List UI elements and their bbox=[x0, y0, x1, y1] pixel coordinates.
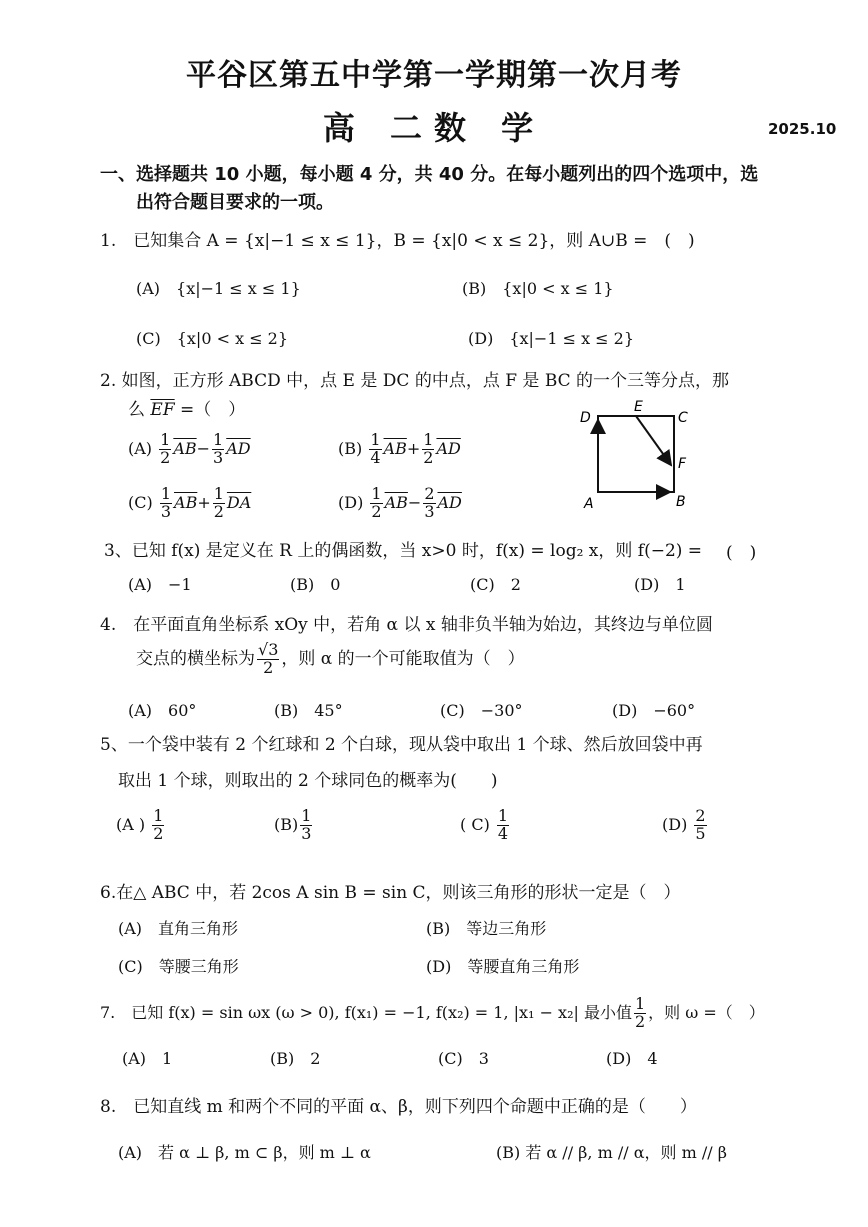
q4-option-b: (B) 45° bbox=[274, 701, 343, 720]
q6-option-a: (A) 直角三角形 bbox=[118, 919, 239, 938]
q4-option-c: (C) −30° bbox=[440, 701, 523, 720]
label-a: A bbox=[584, 496, 594, 512]
q6-option-b: (B) 等边三角形 bbox=[426, 919, 547, 938]
label-c: C bbox=[678, 410, 688, 426]
q1-option-d: (D) {x|−1 ≤ x ≤ 2} bbox=[468, 329, 635, 348]
q2-option-d: (D) $\frac{1}{2}$ $\overline{AB}-$ $\frac{2}{3}$ $\overline{AD}$ bbox=[338, 484, 462, 521]
q6-option-c: (C) 等腰三角形 bbox=[118, 957, 239, 976]
q7-option-c: (C) 3 bbox=[438, 1049, 489, 1068]
q2-option-a: (A) $\frac{1}{2}$ $\overline{AB}-$ $\frac{1}{3}$ $\overline{AD}$ bbox=[128, 430, 251, 467]
q7-option-b: (B) 2 bbox=[270, 1049, 321, 1068]
label-e: E bbox=[634, 400, 643, 415]
square-abcd-figure bbox=[576, 400, 700, 516]
q5-option-d: (D) $\frac{2}{5}$ bbox=[662, 806, 706, 843]
vector-ef: $\overline{EF}$ bbox=[150, 400, 175, 420]
q3-option-c: (C) 2 bbox=[470, 575, 521, 594]
vector-ef-arrow bbox=[636, 416, 671, 465]
question-2-line2: 么 $\overline{EF}$ =（ ） bbox=[128, 400, 246, 420]
q1-option-a: (A) {x|−1 ≤ x ≤ 1} bbox=[136, 279, 301, 298]
q2-option-b: (B) $\frac{1}{4}$ $\overline{AB}+$ $\frac{1}{2}$ $\overline{AD}$ bbox=[338, 430, 461, 467]
q8-option-b: (B) 若 α // β, m // α，则 m // β bbox=[496, 1143, 727, 1162]
section-instruction-line1: 一、选择题共 10 小题，每小题 4 分，共 40 分。在每小题列出的四个选项中，选 bbox=[100, 164, 759, 185]
label-d: D bbox=[580, 410, 591, 426]
question-2-line1: 2. 如图，正方形 ABCD 中，点 E 是 DC 的中点，点 F 是 BC 的一个三等分点，那 bbox=[100, 371, 730, 391]
q3-option-b: (B) 0 bbox=[290, 575, 341, 594]
question-3: 3、已知 f(x) 是定义在 R 上的偶函数，当 x>0 时，f(x) = log₂ x，则 f(−2) = bbox=[104, 541, 703, 561]
q4-option-d: (D) −60° bbox=[612, 701, 696, 720]
q2-option-c: (C) $\frac{1}{3}$ $\overline{AB}+$ $\frac{1}{2}$ $\overline{DA}$ bbox=[128, 484, 252, 521]
q3-option-a: (A) −1 bbox=[128, 575, 192, 594]
q5-option-c: ( C) $\frac{1}{4}$ bbox=[460, 806, 509, 843]
exam-title: 平谷区第五中学第一学期第一次月考 bbox=[186, 58, 682, 93]
exam-date: 2025.10 bbox=[768, 120, 837, 138]
question-4-line1: 4. 在平面直角坐标系 xOy 中，若角 α 以 x 轴非负半轴为始边，其终边与单位圆 bbox=[100, 615, 713, 635]
q3-option-d: (D) 1 bbox=[634, 575, 686, 594]
q5-option-b: (B) $\frac{1}{3}$ bbox=[274, 806, 312, 843]
q8-option-a: (A) 若 α ⊥ β, m ⊂ β，则 m ⊥ α bbox=[118, 1143, 371, 1162]
question-7: 7. 已知 f(x) = sin ωx (ω > 0), f(x₁) = −1, f(x₂) = 1, |x₁ − x₂| 最小值 $\frac{1}{2}$ ，则 ω =（ ） bbox=[100, 994, 765, 1031]
section-instruction-line2: 出符合题目要求的一项。 bbox=[136, 192, 334, 213]
label-f: F bbox=[678, 456, 687, 472]
q7-option-a: (A) 1 bbox=[122, 1049, 173, 1068]
q1-option-c: (C) {x|0 < x ≤ 2} bbox=[136, 329, 289, 348]
q5-option-a: (A ) $\frac{1}{2}$ bbox=[116, 806, 164, 843]
subject-title: 高 二数 学 bbox=[322, 109, 546, 147]
q6-option-d: (D) 等腰直角三角形 bbox=[426, 957, 580, 976]
question-5-line1: 5、一个袋中装有 2 个红球和 2 个白球，现从袋中取出 1 个球、然后放回袋中再 bbox=[100, 735, 703, 755]
q3-answer-paren: ( ) bbox=[726, 543, 757, 563]
question-8: 8. 已知直线 m 和两个不同的平面 α、β，则下列四个命题中正确的是（ ） bbox=[100, 1097, 697, 1117]
label-b: B bbox=[676, 494, 686, 510]
question-4-line2: 交点的横坐标为 $\frac{√3}{2}$ ，则 α 的一个可能取值为（ ） bbox=[136, 640, 525, 677]
q1-option-b: (B) {x|0 < x ≤ 1} bbox=[462, 279, 614, 298]
question-6: 6.在△ ABC 中，若 2cos A sin B = sin C，则该三角形的形状一定是（ ） bbox=[100, 883, 681, 903]
q7-option-d: (D) 4 bbox=[606, 1049, 658, 1068]
question-5-line2: 取出 1 个球，则取出的 2 个球同色的概率为( ) bbox=[118, 771, 498, 791]
q4-option-a: (A) 60° bbox=[128, 701, 197, 720]
question-1: 1. 已知集合 A = {x|−1 ≤ x ≤ 1}，B = {x|0 < x ≤ 2}，则 A∪B = ( ) bbox=[100, 231, 695, 251]
